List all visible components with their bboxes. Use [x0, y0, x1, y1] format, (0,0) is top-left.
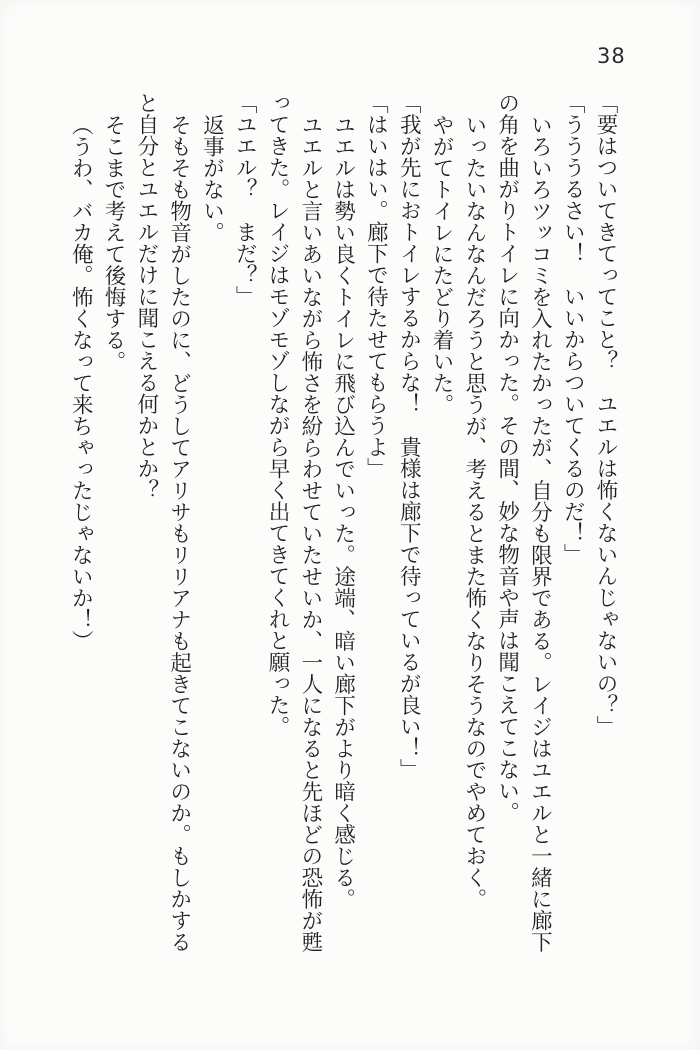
- paragraph: 返事がない。: [199, 113, 225, 243]
- paragraph: 「我が先におトイレするからな！ 貴様は廊下で待っているが良い！」: [396, 92, 422, 780]
- paragraph: そもそも物音がしたのに、どうしてアリサもリリアナも起きてこないのか。もしかすると自分とユエルだけに聞こえる何かとか？: [133, 92, 192, 952]
- page-number: 38: [597, 44, 626, 68]
- page-text: [63, 92, 621, 956]
- paragraph: 「要はついてきてってこと？ ユエルは怖くないんじゃないの？」: [593, 92, 618, 737]
- paragraph: いろいろツッコミを入れたかったが、自分も限界である。レイジはユエルと一緒に廊下の角を曲がりトイレに向かった。その間、妙な物音や声は聞こえてこない。: [494, 92, 553, 952]
- paragraph: そこまで考えて後悔する。: [101, 113, 127, 372]
- paragraph: やがてトイレにたどり着いた。: [429, 113, 455, 415]
- paragraph: ユエルは勢い良くトイレに飛び込んでいった。途端、暗い廊下がより暗く感じる。: [330, 113, 356, 909]
- paragraph: 「うううるさい！ いいからついてくるのだ！」: [560, 92, 586, 565]
- paragraph: 「はいはい。廊下で待たせてもらうよ」: [363, 92, 389, 479]
- paragraph: （うわ、バカ俺。怖くなって来ちゃったじゃないか！）: [68, 113, 94, 651]
- paragraph: 「ユエル？ まだ？」: [232, 92, 258, 307]
- paragraph: ユエルと言いあいながら怖さを紛らわせていたせいか、一人になると先ほどの恐怖が甦ってきた。レイジはモゾモゾしながら早く出てきてくれと願った。: [265, 92, 323, 952]
- paragraph: いったいなんなんだろうと思うが、考えるとまた怖くなりそうなのでやめておく。: [461, 113, 487, 909]
